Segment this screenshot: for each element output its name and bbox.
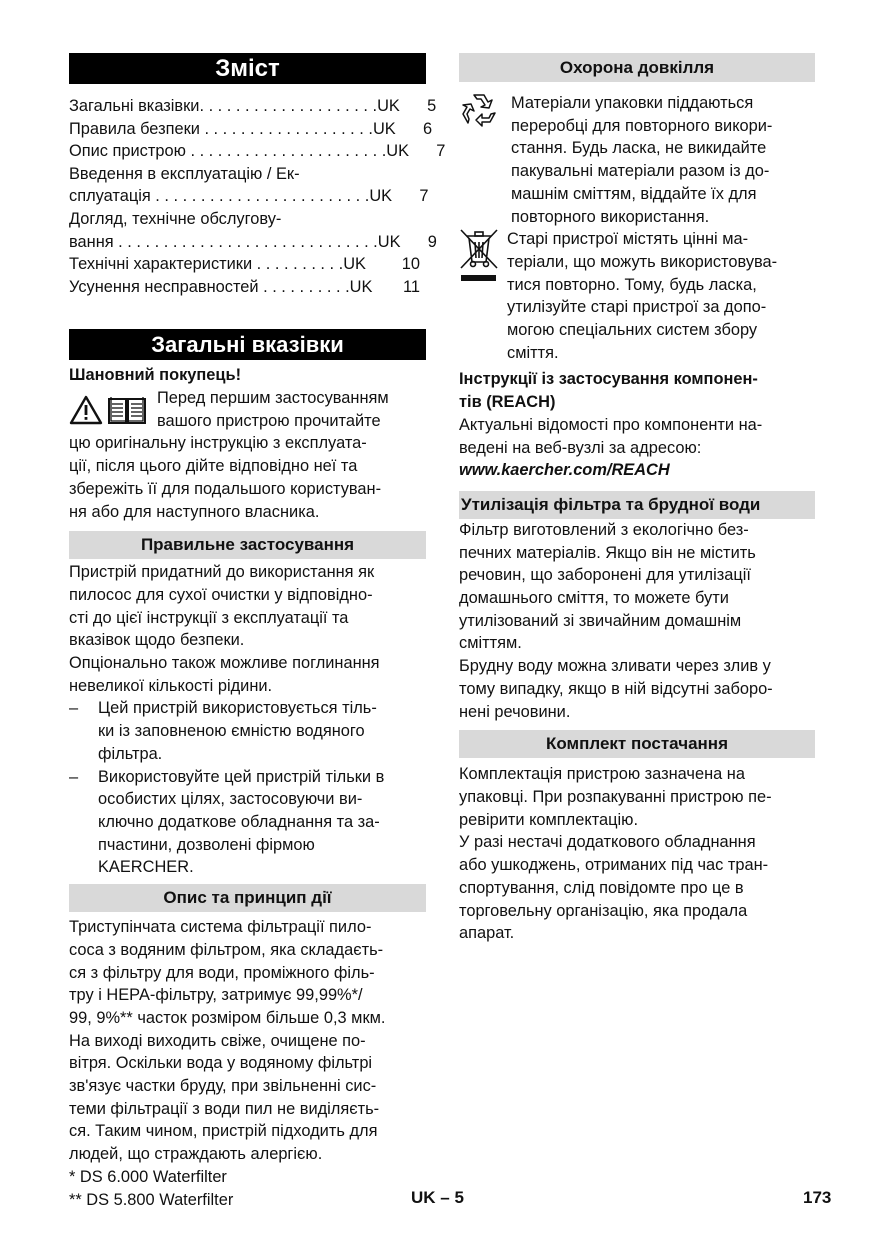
scope-heading: Комплект постачання [459, 730, 815, 758]
proper-use-para1: Пристрій придатний до використання як пилосос для сухої очистки у відповідно- сті до цієї інструкції з експлуатації та вказівок щодо безпеки. [69, 563, 375, 650]
toc-entry[interactable]: Введення в експлуатацію / Ек- сплуатація . . . . . . . . . . . . . . . . . . . . . . . . UK 7 [69, 164, 429, 206]
weee-block: Старі пристрої містять цінні ма- теріали, що можуть використовува- тися повторно. Тому, будь ласка, утилізуйте старі пристрої за допо- могою спеціальних систем збору сміття. [459, 228, 815, 364]
right-column [459, 53, 815, 945]
toc-entry[interactable]: Опис пристрою . . . . . . . . . . . . . . . . . . . . . . UK 7 [69, 142, 446, 161]
intro-with-icons: Перед першим застосуванням вашого пристрою прочитайте [69, 387, 426, 432]
function-heading: Опис та принцип дії [69, 884, 426, 912]
table-of-contents [69, 95, 446, 298]
toc-heading: Зміст [69, 53, 426, 84]
reach-title: Інструкції із застосування компонен- тів (REACH) [459, 370, 758, 412]
toc-entry[interactable]: Загальні вказівки. . . . . . . . . . . . . . . . . . . . UK 5 [69, 97, 437, 115]
page-number: 173 [803, 1188, 832, 1207]
scope-para1: Комплектація пристрою зазначена на упаковці. При розпакуванні пристрою пе- ревірити комплектацію. [459, 765, 772, 829]
general-heading: Загальні вказівки [69, 329, 426, 360]
reach-url-link[interactable]: www.kaercher.com/REACH [459, 461, 670, 480]
scope-para2: У разі нестачі додаткового обладнання або ушкоджень, отриманих під час тран- спортування, слід повідомте про це в торговельну організацію, яка продала апарат. [459, 833, 769, 943]
disposal-heading: Утилізація фільтра та брудної води [459, 491, 815, 519]
reach-text: Актуальні відомості про компоненти на- ведені на веб-вузлі за адресою: [459, 415, 763, 457]
disposal-para1: Фільтр виготовлений з екологічно без- печних матеріалів. Якщо він не містить речовин, що заборонені для утилізації домашнього сміття, то можете бути утилізований зі звичайним домашнім сміттям. [459, 520, 756, 653]
function-text: Триступінчата система фільтрації пило- соса з водяним фільтром, яка складаєть- ся з фільтру для води, проміжного філь- тру і НЕРА-фільтру, затримує 99,99%*/ 99, 9%** часток розміром більше 0,3 мкм. На виході виходить свіже, очищене по- вітря. Оскільки вода у водяному фільтрі зв'язує частки бруду, при звільненні сис- теми фільтрації з води пил не виділяєть- ся. Таким чином, пристрій підходить для людей, що страждають алергією. [69, 918, 386, 1164]
proper-use-heading: Правильне застосування [69, 531, 426, 559]
manual-book-icon [106, 393, 148, 427]
footnote: ** DS 5.800 Waterfilter [69, 1190, 234, 1209]
recycle-icon [459, 92, 499, 128]
toc-entry[interactable]: Правила безпеки . . . . . . . . . . . . . . . . . . . UK 6 [69, 119, 433, 138]
warning-icon [69, 395, 103, 425]
toc-entry[interactable]: Усунення несправностей . . . . . . . . . . UK 11 [69, 277, 420, 296]
disposal-para2: Брудну воду можна зливати через злив у тому випадку, якщо в ній відсутні заборо- нені речовини. [459, 657, 773, 721]
list-item: – Цей пристрій використовується тіль- ки із заповненою ємністю водяного фільтра. [69, 699, 377, 763]
toc-entry[interactable]: Технічні характеристики . . . . . . . . . . UK 10 [69, 255, 420, 274]
footnote: * DS 6.000 Waterfilter [69, 1167, 227, 1186]
toc-entry[interactable]: Догляд, технічне обслугову- вання . . . . . . . . . . . . . . . . . . . . . . . . . . . . . UK 9 [69, 209, 437, 251]
greeting: Шановний покупець! [69, 366, 242, 385]
recycle-block: Матеріали упаковки піддаються переробці для повторного викори- стання. Будь ласка, не викидайте пакувальні матеріали разом із до- машнім сміттям, віддайте їх для повторного використання. [459, 92, 815, 228]
left-column: Зміст Загальні вказівки. . . . . . . . . . . . . . . . . . . . UK 5 Правила безпеки . . . . . . . . . . . . . . . . . . . UK 6 Опис пристрою . . . . . . . . . . . . . . . . . . . . . . UK 7 Введення в експлуатацію / Ек- сплуатація . . . . . . . . . . . . . . . . . . . . . . . . UK 7 Догляд, технічне обслугову- вання . . . . . . . . . . . . . . . . . . . . . . . . . . . . . UK 9 Технічні характеристики . . . . . . . . . . UK 10 Усунення несправностей . . . . . . . . . . UK 11 Загальні вказівки Шановний покупець! Перед першим застосуванням вашого пристрою прочитайте цю оригінальну інструкцію з експлуата- ції, після цього дійте відповідно неї та збережіть її для подальшого користуван- ня або для наступного власника. Правильне застосування Пристрій придатний до використання як пилосос для сухої очистки у відповідно- сті до цієї інструкції з експлуатації та вказівок щодо безпеки. Опціонально також можливе поглинання невеликої кількості рідини. – Цей пристрій використовується тіль- ки із заповненою ємністю водяного фільтра. – Використовуйте цей пристрій тільки в особистих цілях, застосовуючи ви- ключно додаткове обладнання та за- пчастини, дозволені фірмою KAERCHER. Опис та принцип дії Триступінчата система фільтрації пило- соса з водяним фільтром, яка складаєть- ся з фільтру для води, проміжного філь- тру і НЕРА-фільтру, затримує 99,99%*/ 99, 9%** часток розміром більше 0,3 мкм. На виході виходить свіже, очищене по- вітря. Оскільки вода у водяному фільтрі зв'язує частки бруду, при звільненні сис- теми фільтрації з води пил не виділяєть- ся. Таким чином, пристрій підходить для людей, що страждають алергією. * DS 6.000 Waterfilter ** DS 5.800 Waterfilter [69, 53, 426, 1211]
footer-section: UK – 5 [411, 1188, 464, 1207]
list-item: – Використовуйте цей пристрій тільки в особистих цілях, застосовуючи ви- ключно додаткове обладнання та за- пчастини, дозволені фірмою KAERCHER. [69, 767, 385, 877]
crossed-out-bin-icon [459, 228, 499, 288]
proper-use-para2: Опціонально також можливе поглинання невеликої кількості рідини. [69, 654, 380, 695]
environment-heading: Охорона довкілля [459, 53, 815, 82]
